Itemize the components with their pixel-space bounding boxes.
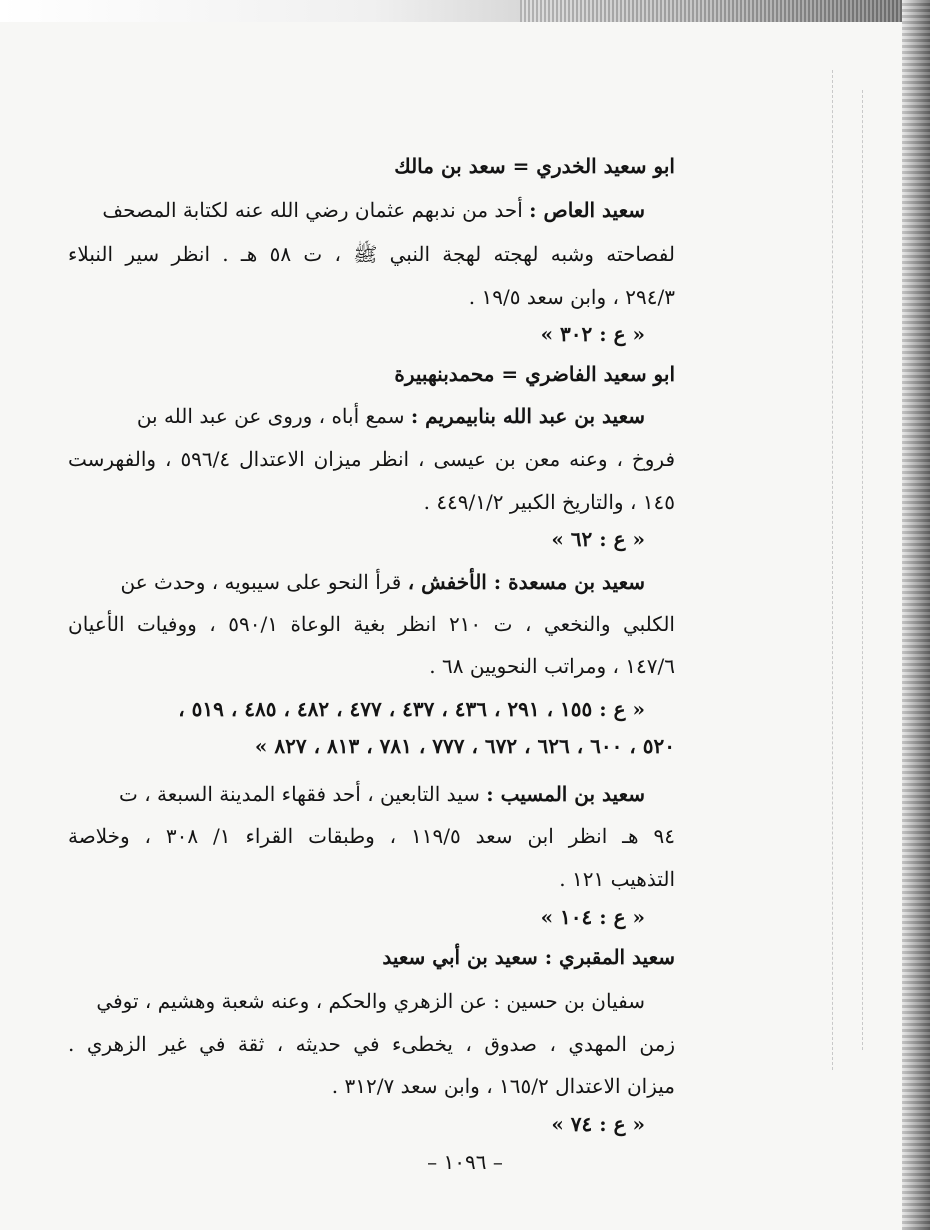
entry-line: [102, 196, 645, 224]
entry-text: ١٤٧/٦ ، ومراتب النحويين ٦٨ .: [429, 654, 675, 678]
occurrence-refs: [551, 525, 645, 553]
entry-text: ميزان الاعتدال ١٦٥/٢ ، وابن سعد ٣١٢/٧ .: [331, 1074, 675, 1098]
entry-text: ٩٤ هـ انظر ابن سعد ١١٩/٥ ، وطبقات القراء ١/ ٣٠٨ ، وخلاصة: [68, 824, 675, 848]
occurrence-refs: [541, 320, 645, 348]
scan-right-shadow: [902, 0, 930, 1230]
entry-text: « ع : ٦٢ »: [551, 527, 645, 551]
bleed-through-mark: [862, 90, 863, 1050]
entry-text: « ع : ٣٠٢ »: [540, 322, 645, 346]
entry-text: ٢٩٤/٣ ، وابن سعد ١٩/٥ .: [468, 285, 675, 309]
entry-text: « ع : ٧٤ »: [551, 1112, 645, 1136]
entry-text: ٥٢٠ ، ٦٠٠ ، ٦٢٦ ، ٦٧٢ ، ٧٧٧ ، ٧٨١ ، ٨١٣ ، ٨٢٧ »: [254, 734, 675, 758]
entry-heading: سعيد المقبري : سعيد بن أبي سعيد: [382, 945, 675, 969]
entry-line: [559, 865, 675, 893]
entry-heading: سعيد العاص :: [529, 198, 645, 222]
entry-line: [424, 488, 675, 516]
entry-text: أحد من ندبهم عثمان رضي الله عنه لكتابة المصحف: [102, 198, 530, 222]
page-number: – ١٠٩٦ –: [427, 1150, 503, 1174]
entry-heading: ابو سعيد الخدري = سعد بن مالك: [394, 154, 675, 178]
entry-line: [96, 987, 645, 1015]
cross-reference-entry: [394, 360, 675, 388]
entry-line: [120, 568, 645, 596]
occurrence-refs: [178, 695, 645, 723]
entry-text: « ع : ١٠٤ »: [540, 905, 645, 929]
entry-text: سمع أباه ، وروى عن عبد الله بن: [136, 404, 411, 428]
entry-line: [68, 1030, 675, 1058]
occurrence-refs: [541, 903, 645, 931]
entry-text: « ع : ١٥٥ ، ٢٩١ ، ٤٣٦ ، ٤٣٧ ، ٤٧٧ ، ٤٨٢ ، ٤٨٥ ، ٥١٩ ،: [178, 697, 645, 721]
entry-text: سيد التابعين ، أحد فقهاء المدينة السبعة ، ت: [119, 782, 487, 806]
entry-line: [68, 240, 675, 268]
entry-text: زمن المهدي ، صدوق ، يخطىء في حديثه ، ثقة في غير الزهري .: [68, 1032, 675, 1056]
entry-line: [332, 1072, 675, 1100]
entry-text: ١٤٥ ، والتاريخ الكبير ٤٤٩/١/٢ .: [423, 490, 675, 514]
occurrence-refs: [255, 732, 675, 760]
entry-text: فروخ ، وعنه معن بن عيسى ، انظر ميزان الاعتدال ٥٩٦/٤ ، والفهرست: [68, 447, 676, 471]
cross-reference-entry: [394, 152, 675, 180]
entry-line: [429, 652, 675, 680]
entry-text: سفيان بن حسين : عن الزهري والحكم ، وعنه شعبة وهشيم ، توفي: [96, 989, 645, 1013]
scan-top-shadow: [520, 0, 930, 22]
entry-heading: سعيد بن مسعدة : الأخفش ،: [407, 570, 645, 594]
entry-text: لفصاحته وشبه لهجته لهجة النبي ﷺ ، ت ٥٨ هـ . انظر سير النبلاء: [68, 242, 675, 266]
entry-line: [68, 822, 675, 850]
entry-line: [68, 445, 675, 473]
entry-line: [469, 283, 675, 311]
bleed-through-mark: [832, 70, 833, 1070]
entry-heading: سعيد بن عبد الله بنابيمريم :: [410, 404, 645, 428]
entry-heading: سعيد بن المسيب :: [486, 782, 645, 806]
entry-line: [137, 402, 645, 430]
entry-line: [68, 610, 675, 638]
entry-text: الكلبي والنخعي ، ت ٢١٠ انظر بغية الوعاة ٥٩٠/١ ، ووفيات الأعيان: [68, 612, 675, 636]
entry-heading: ابو سعيد الفاضري = محمدبنهبيرة: [394, 362, 675, 386]
occurrence-refs: [551, 1110, 645, 1138]
entry-line: [119, 780, 645, 808]
entry-text: التذهيب ١٢١ .: [559, 867, 675, 891]
cross-reference-entry: [382, 943, 675, 971]
entry-text: قرأ النحو على سيبويه ، وحدث عن: [120, 570, 408, 594]
